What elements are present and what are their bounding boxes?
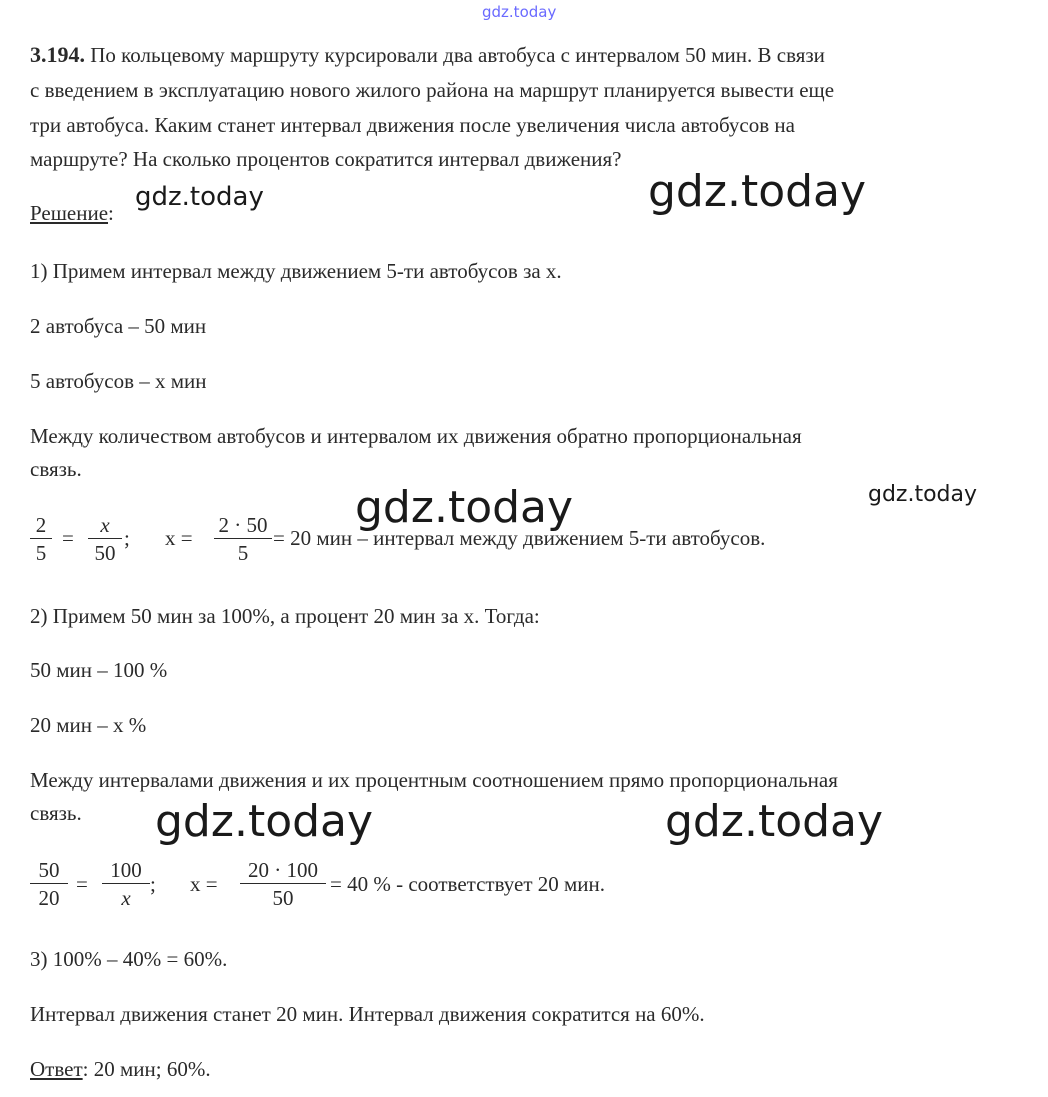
eq2-f2-num: 100 (102, 857, 150, 884)
answer (30, 1056, 211, 1082)
step2-relation-1: Между интервалами движения и их процентным соотношением прямо пропорциональная (30, 768, 838, 792)
eq2-equals: = (76, 872, 88, 896)
step1-relation-1: Между количеством автобусов и интервалом их движения обратно пропорциональная (30, 424, 802, 448)
step2-line-a: 50 мин – 100 % (30, 658, 168, 682)
eq2-f3-num: 20 · 100 (240, 857, 326, 884)
step3: 3) 100% – 40% = 60%. (30, 947, 228, 971)
step2-intro: 2) Примем 50 мин за 100%, а процент 20 мин за х. Тогда: (30, 604, 540, 628)
problem-line-2: с введением в эксплуатацию нового жилого района на маршрут планируется вывести еще (30, 78, 835, 102)
answer-text: : 20 мин; 60%. (82, 1057, 211, 1081)
eq1-f1-num: 2 (30, 512, 52, 539)
eq2-fraction-1 (30, 857, 68, 912)
step1-intro: 1) Примем интервал между движением 5-ти автобусов за х. (30, 259, 562, 283)
eq1-fraction-1 (30, 512, 52, 567)
eq1-f1-den: 5 (35, 541, 47, 565)
watermark: gdz.today (868, 482, 978, 507)
eq1-semicolon: ; (124, 526, 130, 550)
eq1-f2-num: x (88, 512, 122, 539)
eq1-fraction-3 (214, 512, 272, 567)
eq2-result: = 40 % - соответствует 20 мин. (330, 872, 606, 896)
watermark: gdz.today (155, 796, 374, 847)
solution-heading (30, 200, 114, 226)
solution-label: Решение (30, 201, 109, 225)
eq2-fraction-3 (240, 857, 326, 912)
eq1-result: = 20 мин – интервал между движением 5-ти автобусов. (273, 526, 766, 550)
problem-line-3: три автобуса. Каким станет интервал движения после увеличения числа автобусов на (30, 113, 795, 137)
eq1-x-equals: x = (165, 526, 193, 550)
watermark: gdz.today (355, 482, 574, 533)
problem-line-1 (30, 42, 825, 68)
eq2-fraction-2 (102, 857, 150, 912)
step2-line-b: 20 мин – х % (30, 713, 147, 737)
problem-line-4: маршруте? На сколько процентов сократится интервал движения? (30, 147, 622, 171)
solution-colon: : (108, 201, 114, 225)
eq2-semicolon: ; (150, 872, 156, 896)
watermark: gdz.today (665, 796, 884, 847)
step2-relation-2: связь. (30, 801, 82, 825)
watermark: gdz.today (648, 166, 867, 217)
eq1-equals: = (62, 526, 74, 550)
step1-line-b: 5 автобусов – х мин (30, 369, 207, 393)
watermark-top: gdz.today (482, 3, 557, 21)
problem-text: По кольцевому маршруту курсировали два автобуса с интервалом 50 мин. В связи (90, 43, 825, 67)
eq2-f3-den: 50 (272, 886, 294, 910)
eq2-f1-num: 50 (30, 857, 68, 884)
eq1-f3-den: 5 (237, 541, 249, 565)
eq1-fraction-2 (88, 512, 122, 567)
step1-relation-2: связь. (30, 457, 82, 481)
eq1-f3-num: 2 · 50 (214, 512, 272, 539)
eq2-x-equals: x = (190, 872, 218, 896)
eq2-f2-den: x (121, 886, 131, 910)
eq1-f2-den: 50 (94, 541, 116, 565)
conclusion: Интервал движения станет 20 мин. Интервал движения сократится на 60%. (30, 1002, 705, 1026)
watermark: gdz.today (135, 182, 264, 212)
eq2-f1-den: 20 (38, 886, 60, 910)
step1-line-a: 2 автобуса – 50 мин (30, 314, 207, 338)
problem-number: 3.194. (30, 42, 85, 67)
answer-label: Ответ (30, 1057, 83, 1081)
